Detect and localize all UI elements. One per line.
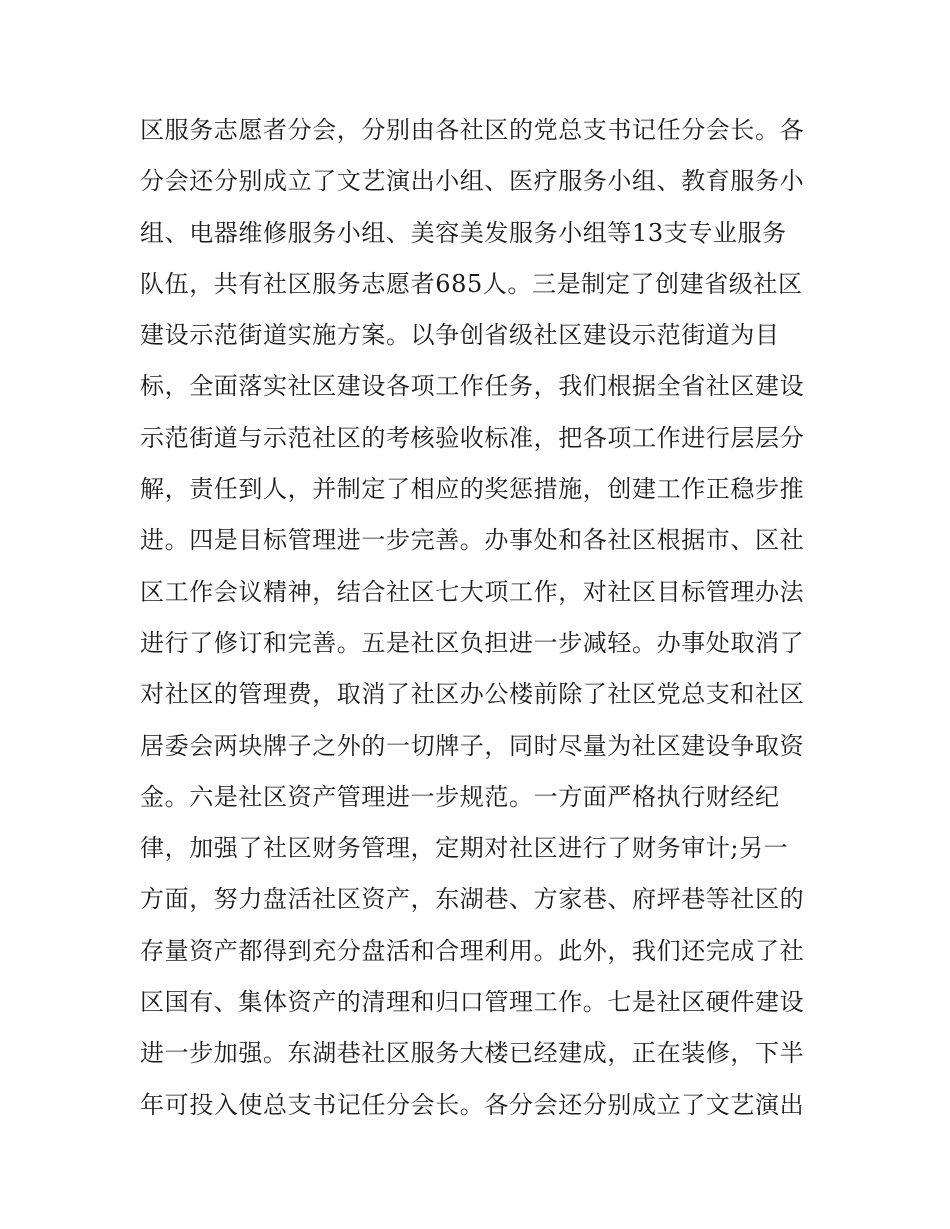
- text-line: 区工作会议精神，结合社区七大项工作，对社区目标管理办法: [140, 577, 805, 606]
- text-line: 金。六是社区资产管理进一步规范。一方面严格执行财经纪: [140, 782, 780, 811]
- text-line: 进一步加强。东湖巷社区服务大楼已经建成，正在装修，下半: [140, 1039, 805, 1068]
- text-line: 存量资产都得到充分盘活和合理利用。此外，我们还完成了社: [140, 936, 805, 965]
- text-line: 居委会两块牌子之外的一切牌子，同时尽量为社区建设争取资: [140, 731, 805, 760]
- text-line: 标，全面落实社区建设各项工作任务，我们根据全省社区建设: [140, 372, 805, 401]
- text-line: 进。四是目标管理进一步完善。办事处和各社区根据市、区社: [140, 526, 805, 555]
- text-line: 区服务志愿者分会，分别由各社区的党总支书记任分会长。各: [140, 116, 805, 144]
- text-line: 方面，努力盘活社区资产，东湖巷、方家巷、府坪巷等社区的: [140, 885, 805, 914]
- text-line: 组、电器维修服务小组、美容美发服务小组等13支专业服务: [140, 218, 787, 247]
- text-line: 律，加强了社区财务管理，定期对社区进行了财务审计;另一: [140, 834, 789, 863]
- text-line: 建设示范街道实施方案。以争创省级社区建设示范街道为目: [140, 321, 780, 350]
- body-text: [140, 105, 820, 1131]
- text-line: 示范街道与示范社区的考核验收标准，把各项工作进行层层分: [140, 423, 805, 452]
- text-line: 分会还分别成立了文艺演出小组、医疗服务小组、教育服务小: [140, 167, 805, 196]
- text-line: 对社区的管理费，取消了社区办公楼前除了社区党总支和社区: [140, 680, 805, 709]
- text-line: 年可投入使总支书记任分会长。各分会还分别成立了文艺演出: [140, 1090, 805, 1119]
- text-line: 区国有、集体资产的清理和归口管理工作。七是社区硬件建设: [140, 988, 805, 1017]
- text-line: 解，责任到人，并制定了相应的奖惩措施，创建工作正稳步推: [140, 475, 805, 504]
- text-line: 进行了修订和完善。五是社区负担进一步减轻。办事处取消了: [140, 628, 805, 657]
- text-line: 队伍，共有社区服务志愿者685人。三是制定了创建省级社区: [140, 269, 803, 298]
